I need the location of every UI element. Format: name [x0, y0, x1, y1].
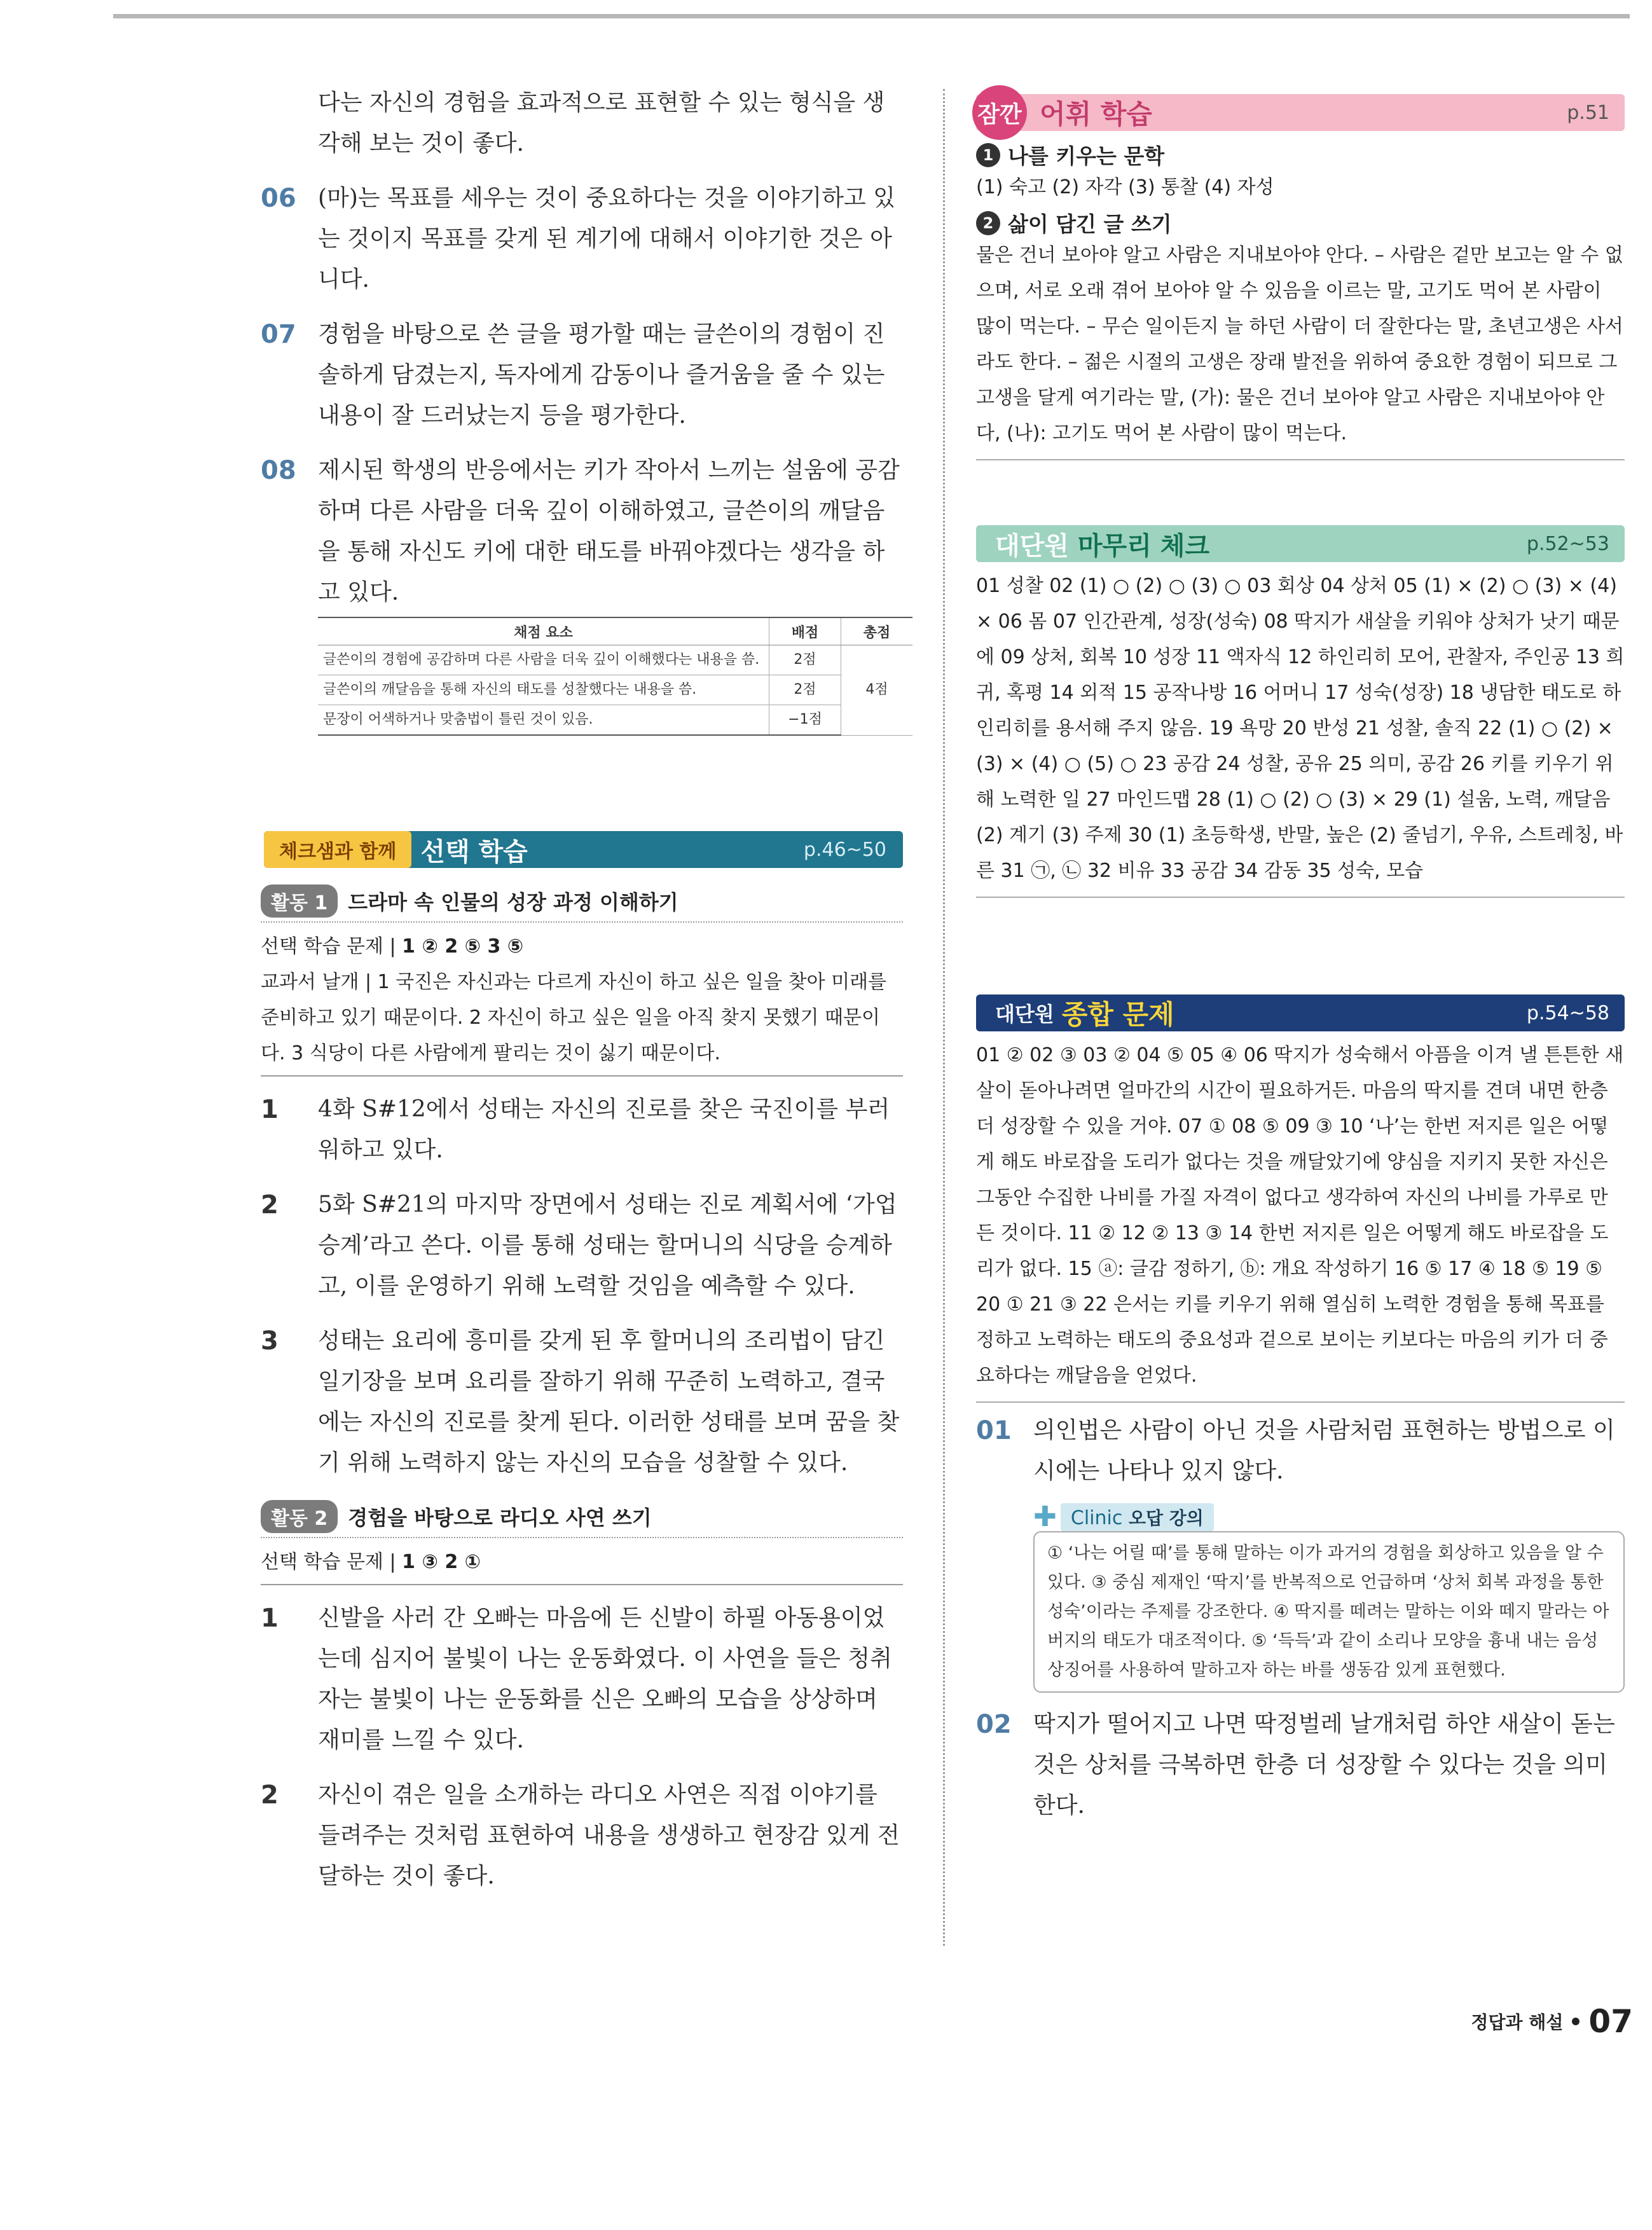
selection-learning-header	[264, 831, 903, 868]
item-text: 5화 S#21의 마지막 장면에서 성태는 진로 계획서에 ‘가업 승계’라고 쓴다. 이를 통해 성태는 할머니의 식당을 승계하고, 이를 운영하기 위해 노력할 것임을 예측할 수 있다.	[318, 1192, 897, 1299]
page-number: 07	[1588, 2003, 1633, 2040]
table-cell: 글쓴이의 깨달음을 통해 자신의 태도를 성찰했다는 내용을 씀.	[318, 675, 769, 705]
table-cell: −1점	[769, 705, 841, 736]
item-text: 성태는 요리에 흥미를 갖게 된 후 할머니의 조리법이 담긴 일기장을 보며 요리를 잘하기 위해 꾸준히 노력하고, 결국에는 자신의 진로를 찾게 된다. 이러한 성태를 보며 꿈을 찾기 위해 노력하지 않는 자신의 모습을 성찰할 수 있다.	[318, 1328, 900, 1476]
plus-icon: ✚	[1033, 1501, 1057, 1533]
section-divider	[976, 1401, 1625, 1403]
clinic-content: ① ‘나는 어릴 때’를 통해 말하는 이가 과거의 경험을 회상하고 있음을 알 수 있다. ③ 중심 제재인 ‘딱지’를 반복적으로 언급하며 ‘상처 회복 과정을 통한 성숙’이라는 주제를 강조한다. ④ 딱지를 떼려는 말하는 이와 떼지 말라는 아버지의 태도가 대조적이다. ⑤ ‘득득’과 같이 소리나 모양을 흉내 내는 음성 상징어를 사용하여 말하고자 하는 바를 생동감 있게 표현했다.	[1033, 1531, 1625, 1693]
question-text: 의인법은 사람이 아닌 것을 사람처럼 표현하는 방법으로 이 시에는 나타나 있지 않다.	[1033, 1417, 1615, 1484]
table-header: 총점	[841, 617, 913, 645]
left-column	[261, 83, 903, 1911]
activity-1-item	[261, 1185, 903, 1307]
header-part-b: 종합 문제	[1061, 999, 1174, 1030]
activity-title: 드라마 속 인물의 성장 과정 이해하기	[348, 890, 678, 914]
wing-answer: 1 국진은 자신과는 다르게 자신이 하고 싶은 일을 찾아 미래를 준비하고 있기 때문이다.	[261, 971, 887, 1029]
section-divider	[976, 897, 1625, 898]
question-number: 06	[261, 184, 296, 213]
item-number: 1	[261, 1604, 279, 1633]
item-number: 3	[261, 1326, 279, 1356]
item-number: 2	[261, 1780, 279, 1810]
question-text: 경험을 바탕으로 쓴 글을 평가할 때는 글쓴이의 경험이 진솔하게 담겼는지, 독자에게 감동이나 즐거움을 줄 수 있는 내용이 잘 드러났는지 등을 평가한다.	[318, 321, 885, 429]
unit-total-answers: 01 ② 02 ③ 03 ② 04 ⑤ 05 ④ 06 딱지가 성숙해서 아픔을 이겨 낼 튼튼한 새살이 돋아나려면 얼마간의 시간이 필요하거든. 마음의 딱지를 견뎌 내면 한층 더 성장할 수 있을 거야. 07 ① 08 ⑤ 09 ③ 10 ‘나’는 한번 저지른 일은 어떻게 해도 바로잡을 도리가 없다는 것을 깨달았기에 양심을 지키지 못한 자신은 그동안 수집한 나비를 가질 자격이 없다고 생각하여 자신의 나비를 가루로 만든 것이다. 11 ② 12 ② 13 ③ 14 한번 저지른 일은 어떻게 해도 바로잡을 도리가 없다. 15 ⓐ: 글감 정하기, ⓑ: 개요 작성하기 16 ⑤ 17 ④ 18 ⑤ 19 ⑤ 20 ① 21 ③ 22 은서는 키를 키우기 위해 열심히 노력한 경험을 통해 목표를 정하고 노력하는 태도의 중요성과 겉으로 보이는 키보다는 마음의 키가 더 중요하다는 깨달음을 얻었다.	[976, 1044, 1624, 1387]
vocab-sub-1	[976, 140, 1625, 170]
section-divider	[261, 1584, 903, 1585]
table-cell-total: 4점	[841, 645, 913, 736]
explanation-02	[976, 1704, 1625, 1826]
question-number: 07	[261, 320, 296, 349]
table-header: 채점 요소	[318, 617, 769, 645]
intro-paragraph: 다는 자신의 경험을 효과적으로 표현할 수 있는 형식을 생각해 보는 것이 좋다.	[318, 90, 885, 156]
question-text: 딱지가 떨어지고 나면 딱정벌레 날개처럼 하얀 새살이 돋는 것은 상처를 극복하면 한층 더 성장할 수 있다는 것을 의미한다.	[1033, 1711, 1615, 1819]
vocab-badge: 잠깐	[972, 85, 1027, 140]
question-06	[261, 178, 903, 300]
activity-1-header	[261, 883, 903, 919]
bullet-icon	[1572, 2018, 1580, 2025]
table-header: 배점	[769, 617, 841, 645]
number-circle: 2	[976, 211, 1000, 235]
vocab-answers: (1) 숙고 (2) 자각 (3) 통찰 (4) 자성	[976, 176, 1274, 198]
vocab-title: 어휘 학습	[1040, 99, 1152, 130]
clinic-label	[1061, 1503, 1214, 1531]
activity-badge: 활동 2	[261, 1500, 338, 1533]
clinic-sub-text: 오답 강의	[1128, 1508, 1204, 1529]
item-number: 2	[261, 1190, 279, 1220]
page-footer	[1471, 2003, 1633, 2040]
question-text: (마)는 목표를 세우는 것이 중요하다는 것을 이야기하고 있는 것이지 목표를 갖게 된 계기에 대해서 이야기한 것은 아니다.	[318, 185, 896, 293]
table-row	[318, 645, 912, 675]
activity-2-problems	[261, 1545, 903, 1580]
unit-total-header	[976, 995, 1625, 1031]
header-page: p.54~58	[1526, 1001, 1609, 1024]
header-part-a: 대단원	[995, 530, 1069, 561]
question-number: 01	[976, 1416, 1012, 1445]
clinic-label-text: Clinic	[1070, 1507, 1123, 1529]
item-number: 1	[261, 1095, 279, 1124]
table-cell: 2점	[769, 645, 841, 675]
table-cell: 2점	[769, 675, 841, 705]
unit-check-answers: 01 성찰 02 (1) ○ (2) ○ (3) ○ 03 회상 04 상처 05 (1) × (2) ○ (3) × (4) × 06 몸 07 인간관계, 성장(성숙) 08 딱지가 새살을 키워야 상처가 낫기 때문에 09 상처, 회복 10 성장 11 액자식 12 하인리히 모어, 관찰자, 주인공 13 희귀, 혹평 14 외적 15 공작나방 16 어머니 17 성숙(성장) 18 냉담한 태도로 하인리히를 용서해 주지 않음. 19 욕망 20 반성 21 성찰, 솔직 22 (1) ○ (2) × (3) × (4) ○ (5) ○ 23 공감 24 성찰, 공유 25 의미, 공감 26 키를 키우기 위해 노력한 일 27 마인드맵 28 (1) ○ (2) ○ (3) × 29 (1) 설움, 노력, 깨달음 (2) 계기 (3) 주제 30 (1) 초등학생, 반말, 높은 (2) 줄넘기, 우유, 스트레칭, 바른 31 ㉠, ㉡ 32 비유 33 공감 34 감동 35 성숙, 모습	[976, 575, 1625, 882]
dotted-rule	[261, 1537, 903, 1538]
activity-2-item	[261, 1598, 903, 1761]
activity-title: 경험을 바탕으로 라디오 사연 쓰기	[348, 1506, 652, 1530]
header-part-b: 마무리 체크	[1077, 530, 1210, 561]
column-divider	[943, 89, 945, 1946]
top-rule	[113, 14, 1630, 18]
section-page: p.46~50	[803, 838, 886, 861]
number-circle: 1	[976, 143, 1000, 167]
item-text: 자신이 겪은 일을 소개하는 라디오 사연은 직접 이야기를 들려주는 것처럼 표현하여 내용을 생생하고 현장감 있게 전달하는 것이 좋다.	[318, 1782, 900, 1889]
item-text: 4화 S#12에서 성태는 자신의 진로를 찾은 국진이를 부러워하고 있다.	[318, 1096, 890, 1163]
activity-1-problems	[261, 929, 903, 965]
table-row	[318, 705, 912, 736]
scoring-table	[318, 617, 912, 736]
textbook-wing	[261, 965, 903, 1071]
right-column	[976, 94, 1625, 1838]
vocab-header	[976, 94, 1625, 131]
activity-1-item	[261, 1321, 903, 1483]
header-part-a: 대단원	[995, 1002, 1054, 1026]
table-cell: 글쓴이의 경험에 공감하며 다른 사람을 더욱 깊이 이해했다는 내용을 씀.	[318, 645, 769, 675]
sub-title: 삶이 담긴 글 쓰기	[1008, 212, 1172, 237]
activity-2-header	[261, 1499, 903, 1534]
clinic-header	[1033, 1503, 1625, 1531]
section-tag: 체크샘과 함께	[264, 831, 411, 868]
label: 교과서 날개 |	[261, 971, 372, 993]
question-07	[261, 314, 903, 436]
vocab-page: p.51	[1567, 101, 1609, 124]
activity-1-item	[261, 1089, 903, 1171]
vocab-sub-2	[976, 208, 1625, 238]
label: 선택 학습 문제 |	[261, 1551, 396, 1573]
wing-answer: 2 자신이 하고 싶은 일을 아직 찾지 못했기 때문이다.	[261, 1007, 880, 1064]
activity-badge: 활동 1	[261, 884, 338, 918]
answers: 1 ② 2 ⑤ 3 ⑤	[402, 935, 524, 958]
answers: 1 ③ 2 ①	[402, 1551, 481, 1573]
question-text: 제시된 학생의 반응에서는 키가 작아서 느끼는 설움에 공감하며 다른 사람을 더욱 깊이 이해하였고, 글쓴이의 깨달음을 통해 자신도 키에 대한 태도를 바꿔야겠다는 생각을 하고 있다.	[318, 457, 900, 605]
table-row	[318, 675, 912, 705]
sub-title: 나를 키우는 문학	[1008, 144, 1165, 169]
table-cell: 문장이 어색하거나 맞춤법이 틀린 것이 있음.	[318, 705, 769, 736]
section-divider	[261, 1075, 903, 1077]
question-number: 02	[976, 1710, 1012, 1739]
label: 선택 학습 문제 |	[261, 935, 396, 958]
vocab-explanation: 물은 건너 보아야 알고 사람은 지내보아야 안다. – 사람은 겉만 보고는 알 수 없으며, 서로 오래 겪어 보아야 알 수 있음을 이르는 말, 고기도 먹어 본 사람이 많이 먹는다. – 무슨 일이든지 늘 하던 사람이 더 잘한다는 말, 초년고생은 사서라도 한다. – 젊은 시절의 고생은 장래 발전을 위하여 중요한 경험이 되므로 그 고생을 달게 여기라는 말, (가): 물은 건너 보아야 알고 사람은 지내보아야 안다, (나): 고기도 먹어 본 사람이 많이 먹는다.	[976, 244, 1623, 444]
activity-2-item	[261, 1775, 903, 1897]
question-08	[261, 450, 903, 613]
clinic-box	[1033, 1503, 1625, 1693]
header-page: p.52~53	[1526, 532, 1609, 555]
footer-label: 정답과 해설	[1471, 2012, 1564, 2033]
section-divider	[976, 459, 1625, 460]
explanation-01	[976, 1410, 1625, 1492]
item-text: 신발을 사러 간 오빠는 마음에 든 신발이 하필 아동용이었는데 심지어 불빛이 나는 운동화였다. 이 사연을 들은 청취자는 불빛이 나는 운동화를 신은 오빠의 모습을 상상하며 재미를 느낄 수 있다.	[318, 1605, 892, 1753]
dotted-rule	[261, 921, 903, 923]
unit-check-header	[976, 525, 1625, 562]
wing-answer: 3 식당이 다른 사람에게 팔리는 것이 싫기 때문이다.	[291, 1042, 721, 1064]
question-number: 08	[261, 456, 296, 485]
section-title: 선택 학습	[420, 836, 528, 867]
